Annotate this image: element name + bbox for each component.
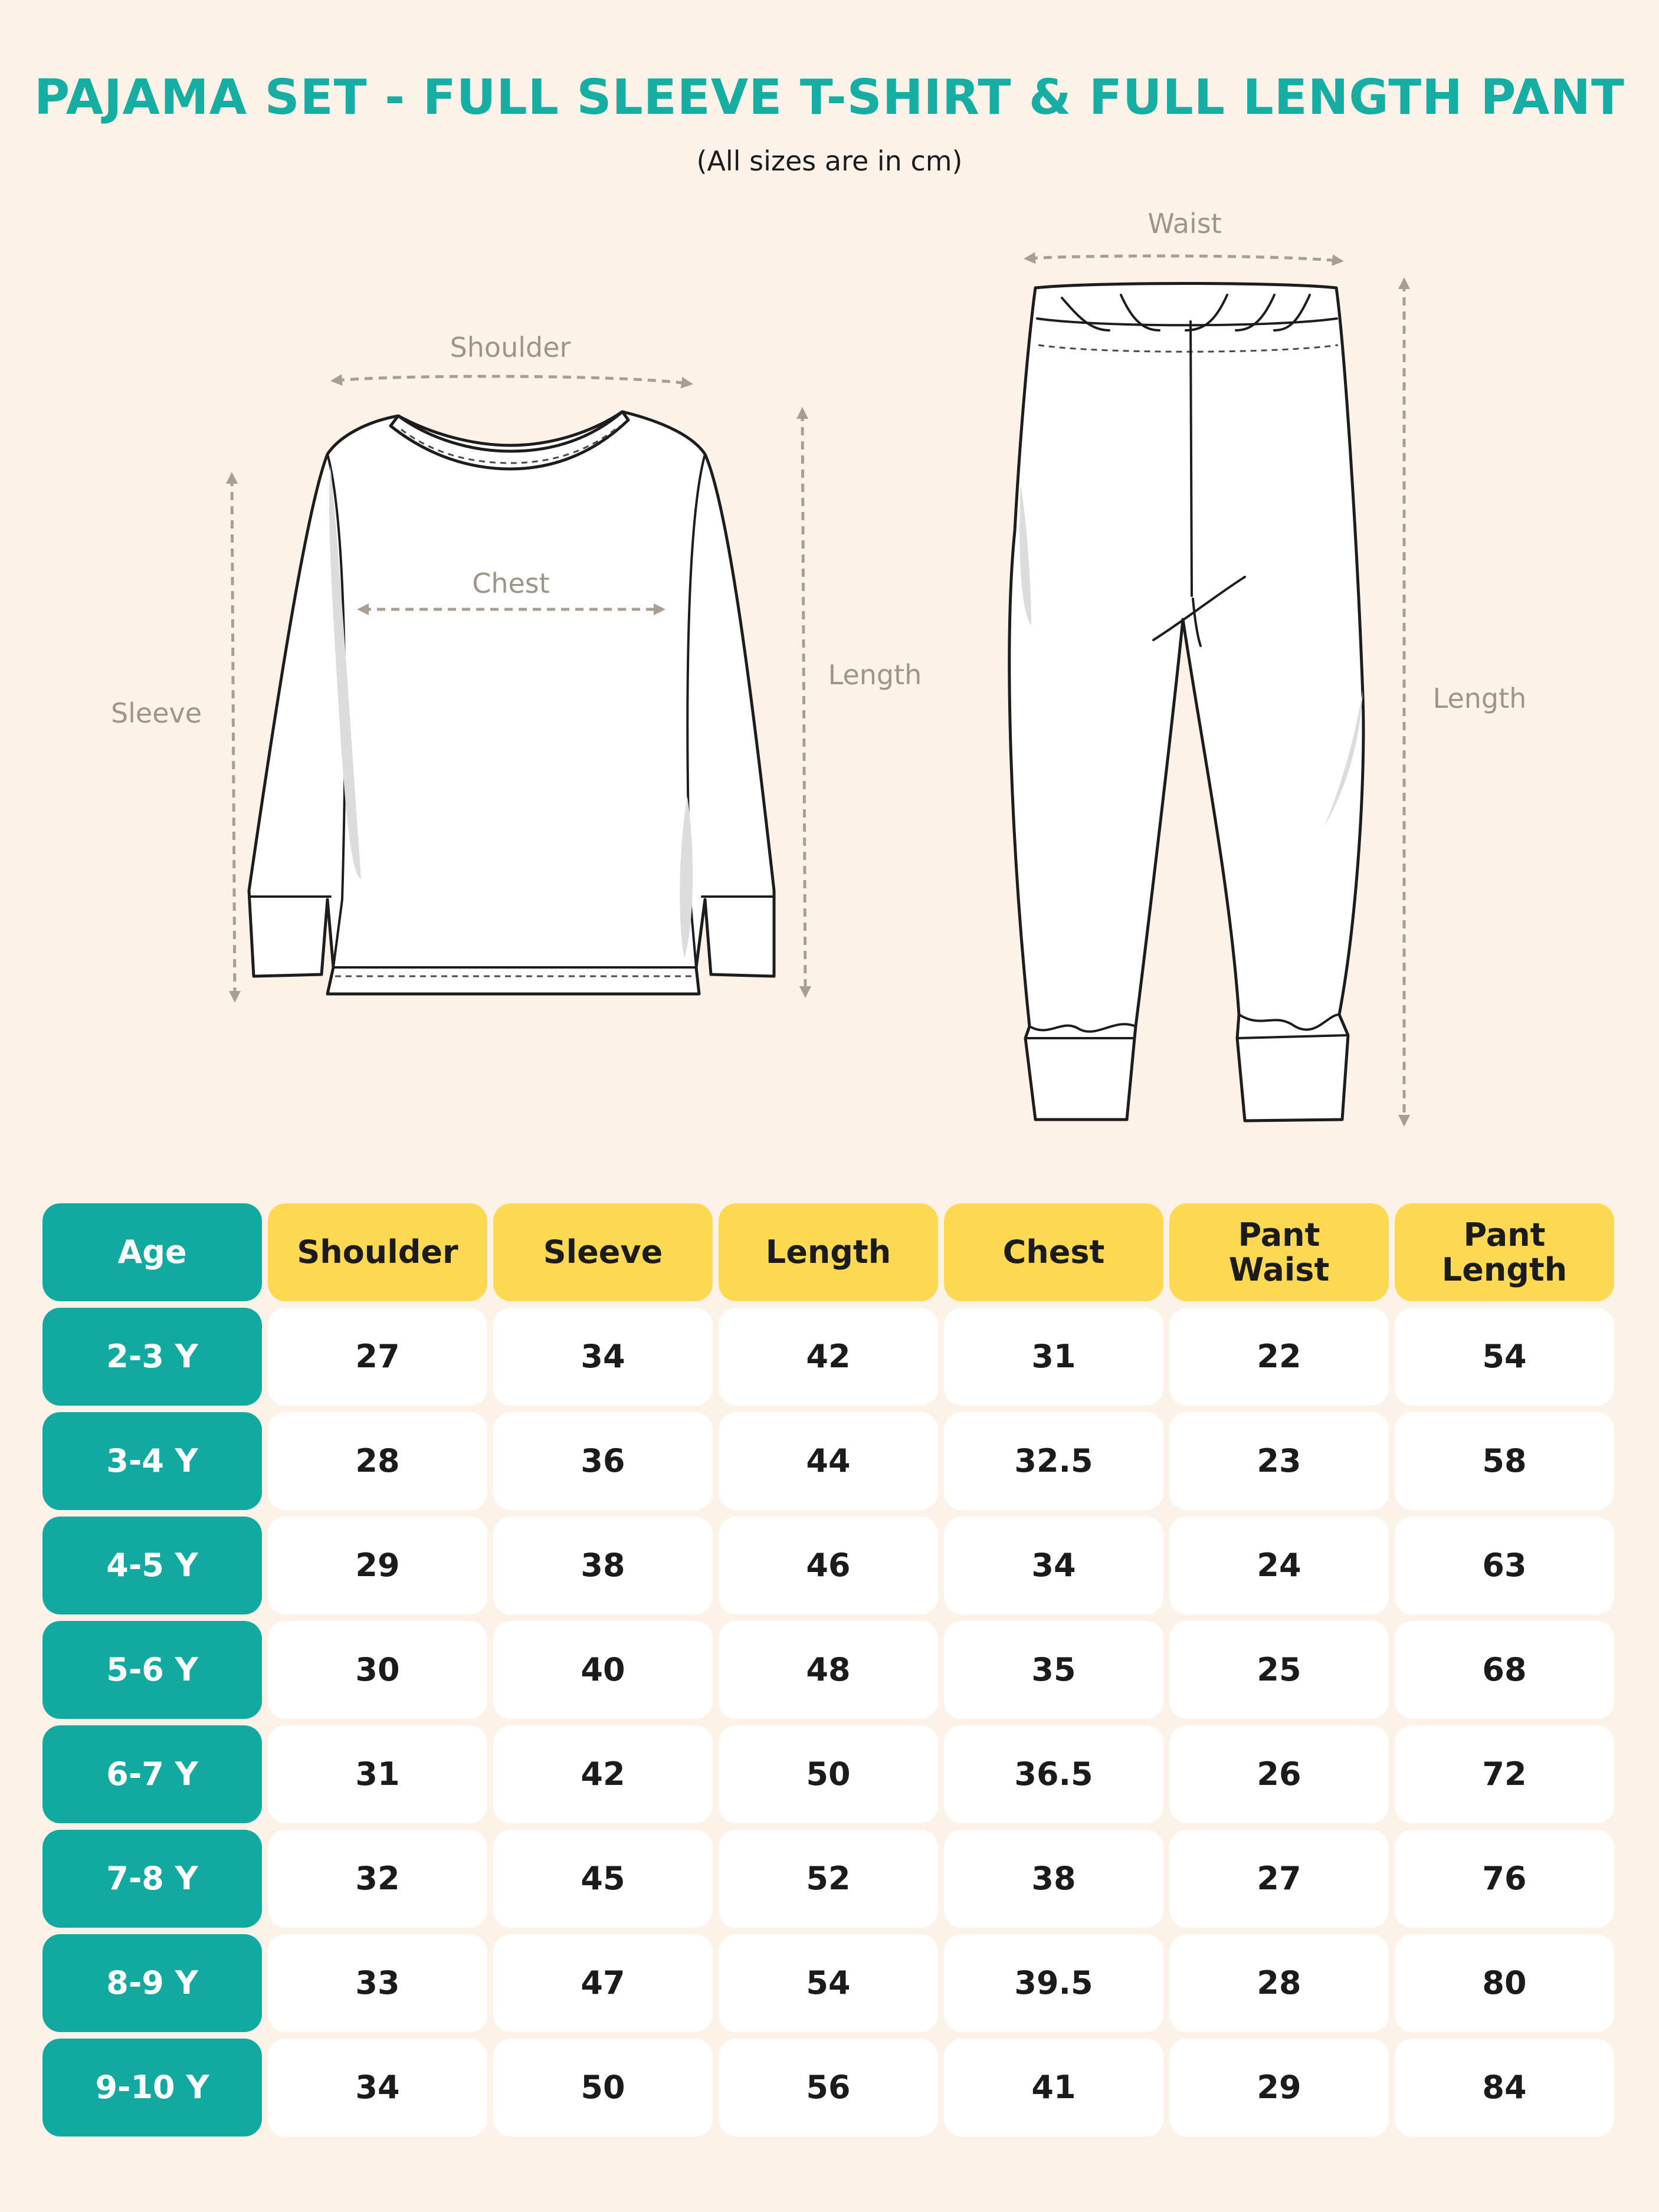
- table-cell: 29: [1169, 2039, 1389, 2136]
- age-cell: 9-10 Y: [42, 2039, 262, 2136]
- table-cell: 52: [719, 1830, 938, 1928]
- table-cell: 42: [719, 1308, 938, 1406]
- table-cell: 50: [719, 1725, 938, 1823]
- table-cell: 31: [268, 1725, 487, 1823]
- table-cell: 45: [493, 1830, 713, 1928]
- table-cell: 28: [1169, 1934, 1389, 2032]
- pant-length-label: Length: [1432, 682, 1527, 714]
- table-cell: 31: [944, 1308, 1163, 1406]
- table-cell: 33: [268, 1934, 487, 2032]
- table-cell: 38: [493, 1517, 713, 1614]
- table-cell: 76: [1395, 1830, 1614, 1928]
- table-cell: 25: [1169, 1621, 1389, 1719]
- table-cell: 24: [1169, 1517, 1389, 1614]
- table-cell: 54: [719, 1934, 938, 2032]
- age-cell: 5-6 Y: [42, 1621, 262, 1719]
- table-cell: 34: [493, 1308, 713, 1406]
- table-cell: 50: [493, 2039, 713, 2136]
- table-cell: 29: [268, 1517, 487, 1614]
- header-label: Pant Length: [1441, 1216, 1568, 1288]
- chest-label: Chest: [472, 567, 550, 599]
- table-cell: 39.5: [944, 1934, 1163, 2032]
- table-cell: 34: [268, 2039, 487, 2136]
- size-chart-table: [42, 1203, 1617, 2136]
- table-cell: 84: [1395, 2039, 1614, 2136]
- tshirt-length-arrow: [802, 413, 805, 992]
- pant-illustration: [1009, 284, 1363, 1121]
- header-pant-waist: [1169, 1203, 1389, 1301]
- table-cell: 27: [268, 1308, 487, 1406]
- table-cell: 41: [944, 2039, 1163, 2136]
- table-cell: 72: [1395, 1725, 1614, 1823]
- age-cell: 4-5 Y: [42, 1517, 262, 1614]
- shoulder-label: Shoulder: [450, 332, 571, 363]
- table-cell: 26: [1169, 1725, 1389, 1823]
- table-cell: 32.5: [944, 1412, 1163, 1510]
- table-cell: 63: [1395, 1517, 1614, 1614]
- table-cell: 34: [944, 1517, 1163, 1614]
- age-cell: 7-8 Y: [42, 1830, 262, 1928]
- table-cell: 68: [1395, 1621, 1614, 1719]
- header-chest: [944, 1203, 1163, 1301]
- table-cell: 36.5: [944, 1725, 1163, 1823]
- header-label: Length: [765, 1233, 891, 1271]
- header-label: Sleeve: [543, 1233, 663, 1271]
- table-cell: 22: [1169, 1308, 1389, 1406]
- table-cell: 35: [944, 1621, 1163, 1719]
- table-cell: 36: [493, 1412, 713, 1510]
- table-cell: 32: [268, 1830, 487, 1928]
- age-cell: 6-7 Y: [42, 1725, 262, 1823]
- table-cell: 54: [1395, 1308, 1614, 1406]
- age-cell: 2-3 Y: [42, 1308, 262, 1406]
- table-cell: 47: [493, 1934, 713, 2032]
- header-label: Age: [117, 1233, 187, 1271]
- table-cell: 80: [1395, 1934, 1614, 2032]
- header-sleeve: [493, 1203, 713, 1301]
- table-cell: 46: [719, 1517, 938, 1614]
- header-label: Shoulder: [297, 1233, 458, 1271]
- sleeve-arrow: [232, 478, 235, 997]
- sleeve-label: Sleeve: [110, 697, 202, 729]
- shoulder-arrow: [336, 376, 687, 383]
- table-cell: 30: [268, 1621, 487, 1719]
- header-pant-length: [1395, 1203, 1614, 1301]
- age-cell: 3-4 Y: [42, 1412, 262, 1510]
- header-shoulder: [268, 1203, 487, 1301]
- table-cell: 38: [944, 1830, 1163, 1928]
- page-subtitle: (All sizes are in cm): [696, 145, 963, 177]
- waist-label: Waist: [1147, 208, 1222, 239]
- waist-arrow: [1030, 256, 1338, 261]
- header-label: Chest: [1002, 1233, 1105, 1271]
- header-length: [719, 1203, 938, 1301]
- table-cell: 28: [268, 1412, 487, 1510]
- table-cell: 23: [1169, 1412, 1389, 1510]
- garment-diagram: [0, 189, 1659, 1144]
- tshirt-illustration: [249, 412, 774, 994]
- table-cell: 27: [1169, 1830, 1389, 1928]
- header-label: Pant Waist: [1228, 1216, 1330, 1288]
- tshirt-length-label: Length: [828, 659, 922, 691]
- age-cell: 8-9 Y: [42, 1934, 262, 2032]
- table-cell: 48: [719, 1621, 938, 1719]
- page-title: PAJAMA SET - FULL SLEEVE T-SHIRT & FULL LENGTH PANT: [34, 70, 1625, 126]
- header-age: [42, 1203, 262, 1301]
- table-cell: 56: [719, 2039, 938, 2136]
- table-cell: 44: [719, 1412, 938, 1510]
- table-cell: 42: [493, 1725, 713, 1823]
- table-cell: 40: [493, 1621, 713, 1719]
- table-cell: 58: [1395, 1412, 1614, 1510]
